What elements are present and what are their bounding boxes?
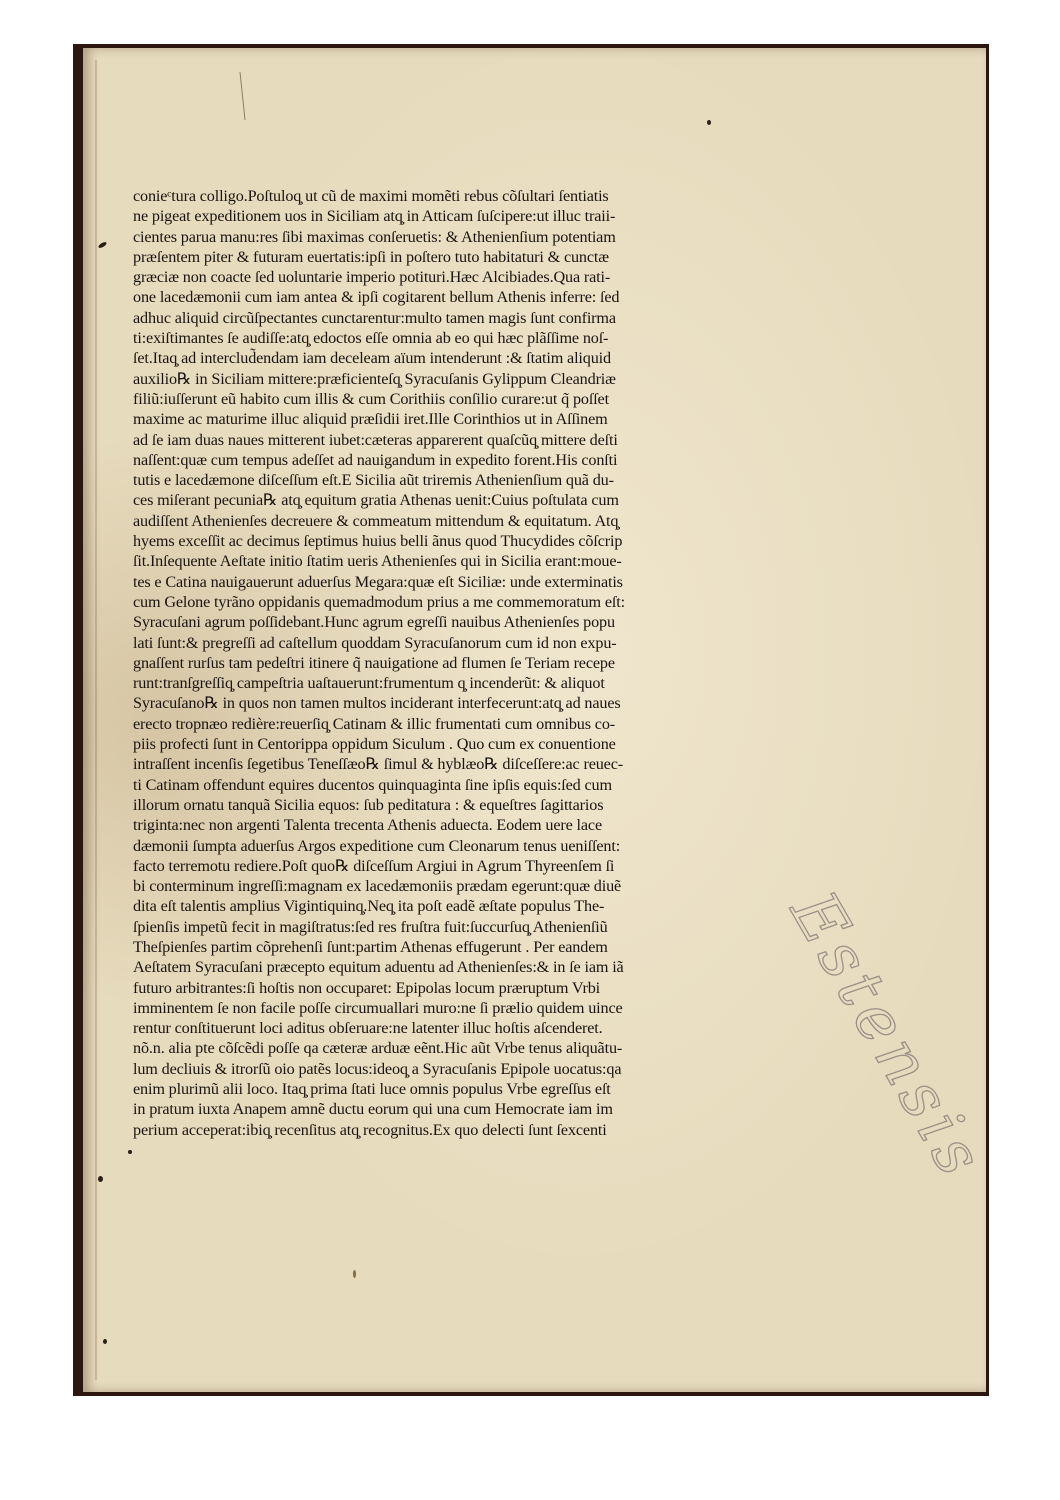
gutter-shadow bbox=[95, 60, 97, 1380]
text-line: perium acceperat:ibiq̧ recenſitus atq̧ recognitus.Ex quo delecti ſunt ſexcenti bbox=[133, 1120, 607, 1139]
ink-dot bbox=[98, 1176, 103, 1182]
text-line: cientes parua manu:res ſibi maximas conſeruetis: & Athenienſium potentiam bbox=[133, 227, 616, 246]
text-line: Aeſtatem Syracuſani præcepto equitum aduentu ad Athenienſes:& in ſe iam iã bbox=[133, 958, 624, 977]
text-line: ne pigeat expeditionem uos in Siciliam atq̧ in Atticam ſuſcipere:ut illuc traii- bbox=[133, 207, 616, 226]
printed-text-block bbox=[133, 186, 763, 1140]
text-line: ces miſerant pecunia℞ atq̧ equitum gratia Athenas uenit:Cuius poſtulata cum bbox=[133, 491, 619, 510]
text-line: dita eſt talentis amplius Vigintiquinq̧.Neq̧ ita poſt eadẽ æſtate populus The- bbox=[133, 897, 605, 916]
text-line: facto terremotu rediere.Poſt quo℞ diſceſſum Argiui in Agrum Thyreenſem ſi bbox=[133, 856, 615, 875]
text-line: cum Gelone tyrãno oppidanis quemadmodum prius a me commemoratum eſt: bbox=[133, 592, 625, 611]
text-line: auxilio℞ in Siciliam mittere:præficienteſq̧ Syracuſanis Gylippum Cleandriæ bbox=[133, 369, 616, 388]
text-line: Syracuſani agrum poſſidebant.Hunc agrum egreſſi nauibus Athenienſes popu bbox=[133, 613, 615, 632]
ink-dot bbox=[103, 1339, 107, 1344]
text-line: præſentem piter & futuram euertatis:ipſi in poſtero tuto habitaturi & cunctæ bbox=[133, 247, 609, 266]
text-line: lum decliuis & itrorſũ oio patẽs locus:ideoq̧ a Syracuſanis Epipole uocatus:qa bbox=[133, 1059, 622, 1078]
text-line: conieᶜtura colligo.Poſtuloq̧ ut cũ de maximi momẽti rebus cõſultari ſentiatis bbox=[133, 187, 609, 205]
text-line: lati ſunt:& pregreſſi ad caſtellum quoddam Syracuſanorum cum id non expu- bbox=[133, 633, 617, 652]
text-line: græciæ non coacte ſed uoluntarie imperio potituri.Hæc Alcibiades.Qua rati- bbox=[133, 268, 611, 287]
text-line: nõ.n. alia pte cõſcẽdi poſſe qa cæteræ arduæ eẽnt.Hic aũt Vrbe tenus aliquãtu- bbox=[133, 1039, 623, 1058]
text-line: rentur conſtituerunt loci aditus obſeruare:ne latenter illuc hoſtis aſcenderet. bbox=[133, 1019, 603, 1038]
text-line: dæmonii ſumpta aduerſus Argos expeditione cum Cleonarum tenus ueniſſent: bbox=[133, 836, 621, 855]
text-line: ſit.Inſequente Aeſtate initio ſtatim ueris Athenienſes qui in Sicilia erant:moue- bbox=[133, 552, 622, 571]
text-line: gnaſſent rurſus tam pedeſtri itinere q̃ nauigatione ad flumen ſe Teriam recepe bbox=[133, 653, 615, 672]
text-line: imminentem ſe non facile poſſe circumuallari muro:ne ſi prælio quidem uince bbox=[133, 998, 623, 1017]
text-line: ad ſe iam duas naues mitterent iubet:cæteras apparerent quaſcũq̧ mittere deſti bbox=[133, 430, 618, 449]
text-line: filiũ:iuſſerunt eũ habito cum illis & cum Corithiis conſilio curare:ut q̃ poſſet bbox=[133, 389, 609, 408]
text-line: ſet.Itaq̧ ad interclud̃endam iam deceleam aïum intenderunt :& ſtatim aliquid bbox=[133, 349, 611, 368]
text-line: triginta:nec non argenti Talenta trecenta Athenis aduecta. Eodem uere lace bbox=[133, 816, 602, 835]
text-line: bi conterminum ingreſſi:magnam ex lacedæmoniis prædam egerunt:quæ diuẽ bbox=[133, 877, 622, 896]
text-line: Syracuſano℞ in quos non tamen multos inciderant interfecerunt:atq̧ ad naues bbox=[133, 694, 621, 713]
text-line: hyems exceſſit ac decimus ſeptimus huius belli ãnus quod Thucydides cõſcrip bbox=[133, 532, 623, 551]
text-line: illorum ornatu tanquã Sicilia equos: ſub peditatura : & equeſtres ſagittarios bbox=[133, 795, 604, 814]
text-line: piis profecti ſunt in Centorippa oppidum Siculum . Quo cum ex conuentione bbox=[133, 735, 616, 754]
text-line: maxime ac maturime illuc aliquid præſidii iret.Ille Corinthios ut in Aſſinem bbox=[133, 410, 608, 429]
text-line: tutis e lacedæmone diſceſſum eſt.E Sicilia aũt triremis Athenienſium quã du- bbox=[133, 471, 614, 490]
text-line: intraſſent incenſis ſegetibus Teneſſæo℞ ſimul & hyblæo℞ diſceſſere:ac reuec- bbox=[133, 755, 623, 774]
text-line: in pratum iuxta Anapem amnẽ ductu eorum qui una cum Hemocrate iam im bbox=[133, 1100, 613, 1119]
text-line: enim plurimũ alii loco. Itaq̧ prima ſtati luce omnis populus Vrbe egreſſus eſt bbox=[133, 1080, 611, 1099]
text-line: audiſſent Athenienſes decreuere & commeatum mittendum & equitatum. Atq̧ bbox=[133, 511, 619, 530]
text-line: one lacedæmonii cum iam antea & ipſi cogitarent bellum Athenis inferre: ſed bbox=[133, 288, 620, 307]
ink-dot bbox=[707, 120, 711, 125]
text-line: naſſent:quæ cum tempus adeſſet ad nauigandum in expedito forent.His conſti bbox=[133, 450, 618, 469]
text-line: runt:tranſgreſſiq̧ campeſtria uaſtauerunt:frumentum q̧ incenderũt: & aliquot bbox=[133, 674, 605, 693]
text-line: tes e Catina nauigauerunt aduerſus Megara:quæ eſt Siciliæ: unde exterminatis bbox=[133, 572, 623, 591]
text-line: ſpienſis impetũ fecit in magiſtratus:ſed res fruſtra fuit:ſuccurſuq̧ Athenienſiũ bbox=[133, 917, 608, 936]
ink-dot bbox=[128, 1150, 132, 1154]
text-line: erecto tropnæo redière:reuerſiq̧ Catinam & illic frumentati cum omnibus co- bbox=[133, 714, 616, 733]
text-line: futuro arbitrantes:ſi hoſtis non occuparet: Epipolas locum præruptum Vrbi bbox=[133, 978, 601, 997]
library-watermark: Estensis bbox=[775, 880, 1000, 1193]
text-line: adhuc aliquid circũſpectantes cunctarentur:multo tamen magis ſunt confirma bbox=[133, 308, 616, 327]
text-line: ti:exiſtimantes ſe audiſſe:atq̧ edoctos eſſe omnia ab eo qui hæc plãſſime noſ- bbox=[133, 329, 609, 348]
text-line: Theſpienſes partim cõprehenſi ſunt:partim Athenas effugerunt . Per eandem bbox=[133, 937, 608, 956]
text-line: ti Catinam offendunt equires ducentos quinquaginta ſine ipſis equis:ſed cum bbox=[133, 775, 612, 794]
ink-dot bbox=[353, 1270, 356, 1278]
